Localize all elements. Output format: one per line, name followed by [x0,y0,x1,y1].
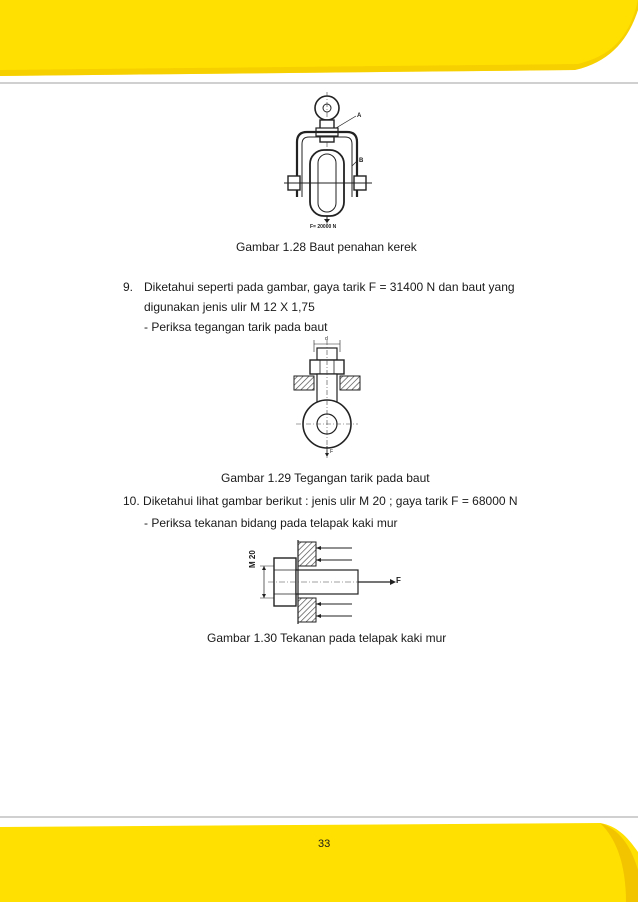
problem-10-line-1 [123,494,518,508]
figure-1-28-label-a: A [357,113,362,119]
figure-1-29-caption: Gambar 1.29 Tegangan tarik pada baut [221,471,430,485]
figure-1-29-load-label: F [330,449,334,455]
figure-1-30-caption: Gambar 1.30 Tekanan pada telapak kaki mur [207,631,447,645]
problem-9-number: 9. [123,280,134,294]
problem-9-line-1: Diketahui seperti pada gambar, gaya tarik F = 31400 N dan baut yang [144,280,515,294]
problem-9-line-2: digunakan jenis ulir M 12 X 1,75 [144,300,315,314]
figure-1-28-drawing [280,92,380,230]
figure-1-28-force-label: F= 20000 N [310,224,337,230]
figure-1-30-force-label: F [396,576,401,585]
figure-1-28-caption: Gambar 1.28 Baut penahan kerek [236,240,417,254]
figure-1-28-label-b: B [359,158,364,164]
problem-10-number: 10. [123,494,140,508]
page-number: 33 [318,838,331,850]
problem-9-task: - Periksa tegangan tarik pada baut [144,320,328,334]
figure-1-29-label-d: d [325,336,328,342]
figure-1-30-thread-label: M 20 [248,550,257,568]
problem-10-task: - Periksa tekanan bidang pada telapak kaki mur [144,516,398,530]
problem-10-statement: Diketahui lihat gambar berikut : jenis ulir M 20 ; gaya tarik F = 68000 N [143,494,518,508]
figure-1-29-drawing [290,338,364,460]
figure-1-30-drawing [248,538,412,624]
